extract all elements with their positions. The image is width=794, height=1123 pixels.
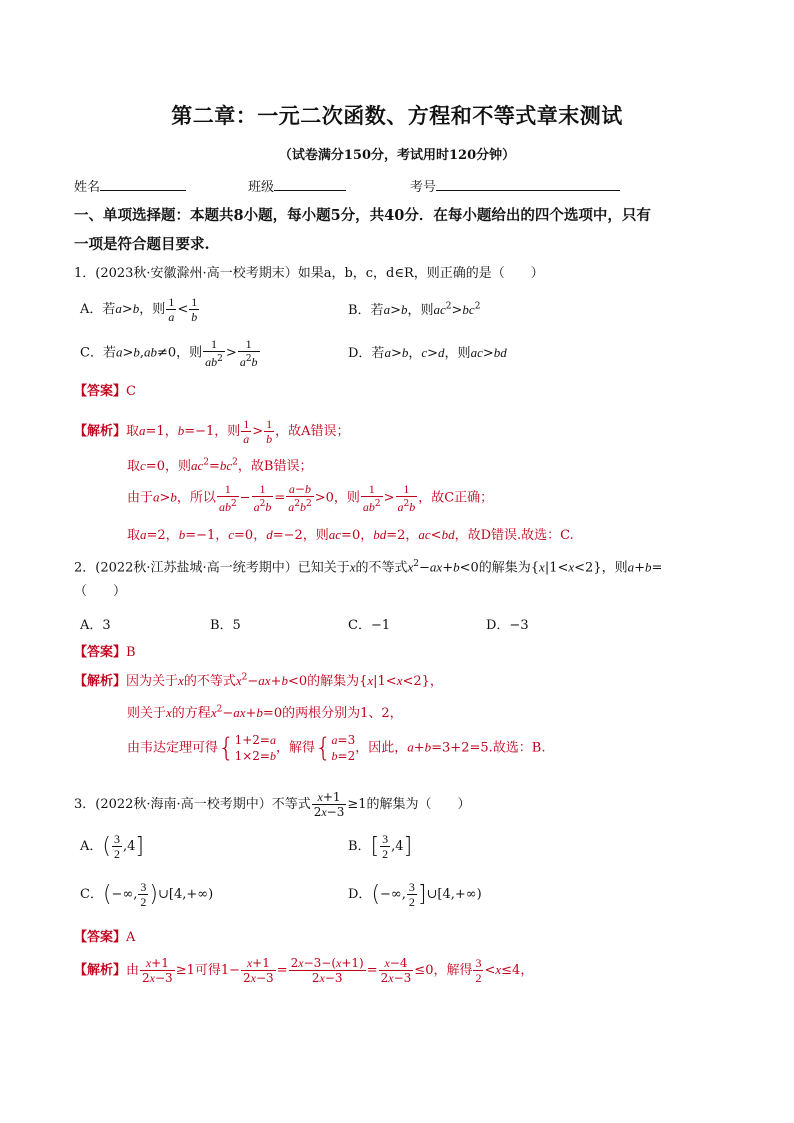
q3-option-d: D．(−∞, $\frac{3}{2}$ ]∪[4,+∞) <box>348 880 482 909</box>
section-heading-line1: 一、单项选择题：本题共8小题，每小题5分，共40分．在每小题给出的四个选项中，只有 <box>74 207 651 224</box>
id-label: 考号 <box>410 180 437 195</box>
q2-answer-value: B <box>126 645 136 660</box>
q2-solution-line1: 【解析】因为关于x的不等式$x^2-ax+b<0$的解集为{x|1<x<2}， <box>74 672 443 689</box>
id-blank <box>436 177 620 191</box>
q3-analysis-label: 【解析】 <box>74 963 127 978</box>
class-field <box>248 176 346 195</box>
q2-option-a: A．3 <box>80 618 111 633</box>
q2-answer <box>74 641 136 660</box>
q2-solution-line3: 由韦达定理可得{ 1+2=a 1×2=b ，解得{ a=3 b=2 ，因此，a+b=3+2=5.故选：B. <box>127 733 546 763</box>
q2-option-b: B．5 <box>210 618 241 633</box>
q2-answer-label: 【答案】 <box>74 645 127 660</box>
page-title: 第二章：一元二次函数、方程和不等式章末测试 <box>171 104 623 128</box>
q1-answer <box>74 380 136 399</box>
q1-option-b: B．若a>b，则$ac^2>bc^2$ <box>348 301 481 318</box>
section-heading-line2: 一项是符合题目要求. <box>74 236 210 253</box>
class-blank <box>274 177 346 191</box>
q2-stem-paren: （ ） <box>74 584 127 599</box>
q2-option-c: C．−1 <box>348 618 391 633</box>
q1-option-d: D．若a>b，c>d，则ac>bd <box>348 345 507 361</box>
q1-analysis-label: 【解析】 <box>74 424 127 439</box>
q1-option-c: C．若a>b,ab≠0，则 $\frac{1}{ab^2}$ > $\frac{1}{a^2b}$ <box>80 337 258 369</box>
q3-answer <box>74 926 135 945</box>
q3-option-c: C．(−∞, $\frac{3}{2}$ )∪[4,+∞) <box>80 880 214 909</box>
q2-stem: 2．(2022秋·江苏盐城·高一统考期中）已知关于x的不等式$x^2-ax+b<0$的解集为{x|1<x<2}，则a+b= <box>74 559 663 576</box>
q2-solution-line2: 则关于x的方程$x^2-ax+b=0$的两根分别为1、2， <box>127 704 403 721</box>
q1-solution-line2: 取c=0，则$ac^2=bc^2$，故B错误； <box>127 457 313 474</box>
q2-analysis-label: 【解析】 <box>74 674 127 689</box>
q3-stem: 3．(2022秋·海南·高一校考期中）不等式 $\frac{x+1}{2x-3}$ ≥1的解集为（ ） <box>74 790 471 819</box>
q1-solution-line4: 取a=2，b=−1，c=0，d=−2，则ac=0，bd=2，ac<bd，故D错误.故选：C. <box>127 527 574 543</box>
q1-option-a: A．若a>b，则 $\frac{1}{a}$ < $\frac{1}{b}$ <box>80 295 198 324</box>
q1-answer-value: C <box>126 384 136 399</box>
name-blank <box>100 177 186 191</box>
q3-option-b: B．[ $\frac{3}{2}$ ,4] <box>348 832 413 861</box>
q3-option-a: A．( $\frac{3}{2}$ ,4] <box>80 832 144 861</box>
q3-solution-line1: 【解析】由 $\frac{x+1}{2x-3}$ ≥1可得1− $\frac{x+1}{2x-3}$ = $\frac{2x-3-(x+1)}{2x-3}$ = $\frac{x-4}{2x-3}$ ≤0，解得 $\frac{3}{2}$ <x≤4， <box>74 956 534 985</box>
q2-option-d: D．−3 <box>486 618 529 633</box>
page-subtitle: （试卷满分150分，考试用时120分钟） <box>278 148 516 163</box>
q1-solution-line1: 【解析】取a=1，b=−1，则 $\frac{1}{a}$ > $\frac{1}{b}$ ，故A错误； <box>74 417 350 446</box>
q1-stem: 1．(2023秋·安徽滁州·高一校考期末）如果a，b，c，d∈R，则正确的是（ ） <box>74 266 544 281</box>
q1-solution-line3: 由于a>b，所以 $\frac{1}{ab^2}$ − $\frac{1}{a^2b}$ = $\frac{a-b}{a^2b^2}$ >0，则 $\frac{1}{ab^2}$ > $\frac{1}{a^2b}$ ，故C正确； <box>127 482 494 514</box>
class-label: 班级 <box>248 180 275 195</box>
name-field <box>74 176 186 195</box>
q1-answer-label: 【答案】 <box>74 384 127 399</box>
name-label: 姓名 <box>74 180 101 195</box>
id-field <box>410 176 620 195</box>
q3-answer-label: 【答案】 <box>74 930 127 945</box>
q3-answer-value: A <box>126 930 136 945</box>
